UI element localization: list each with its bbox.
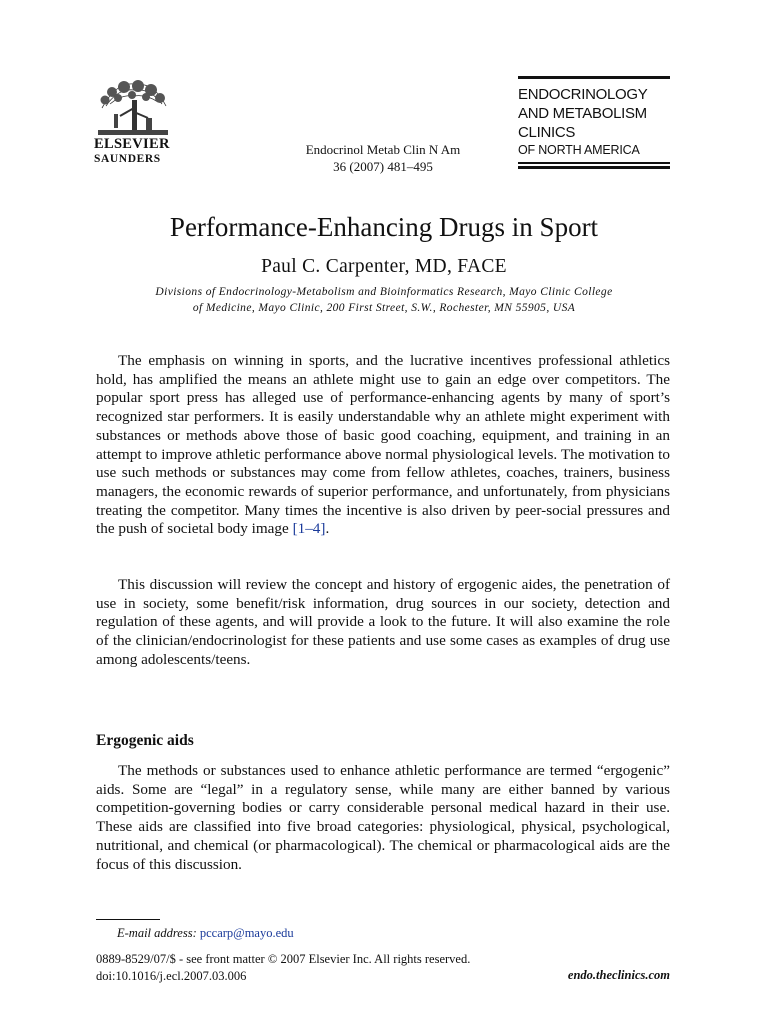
article-title: Performance-Enhancing Drugs in Sport xyxy=(169,212,599,242)
journal-subtitle: OF NORTH AMERICA xyxy=(518,142,640,157)
title-rule-bottom xyxy=(518,162,670,165)
email-link[interactable]: pccarp@mayo.edu xyxy=(199,926,294,940)
paragraph-intro xyxy=(96,352,670,539)
author-affiliation xyxy=(100,284,668,316)
footnote-email xyxy=(117,926,294,941)
paragraph-end: . xyxy=(325,520,330,538)
elsevier-logo xyxy=(94,78,174,173)
volume-pages: 36 (2007) 481–495 xyxy=(333,159,433,174)
journal-citation xyxy=(278,141,488,175)
journal-title-line: AND METABOLISM xyxy=(518,104,647,122)
doi-line: doi:10.1016/j.ecl.2007.03.006 xyxy=(96,969,247,983)
affiliation-line: of Medicine, Mayo Clinic, 200 First Street, S.W., Rochester, MN 55905, USA xyxy=(192,302,576,314)
email-label: E-mail address: xyxy=(117,926,197,940)
paragraph-scope: This discussion will review the concept and history of ergogenic aides, the penetration of use in society, some benefit/risk information, drug sources in our society, detection and regulation of these agents, and will provide a look to the future. It will also examine the role of the clinician/endocrinologist for these patients and use some cases as examples of drug use among adolescents/teens. xyxy=(96,576,670,668)
copyright-block xyxy=(96,951,470,985)
author-name: Paul C. Carpenter, MD, FACE xyxy=(261,256,507,277)
footnote-rule xyxy=(96,919,160,920)
journal-abbrev: Endocrinol Metab Clin N Am xyxy=(305,142,461,157)
imprint-name: SAUNDERS xyxy=(94,153,161,165)
journal-title-line: CLINICS xyxy=(518,123,576,141)
publisher-name: ELSEVIER xyxy=(94,136,170,152)
title-rule-bottom-second xyxy=(518,166,670,169)
citation-link[interactable]: [1–4] xyxy=(292,520,326,538)
paragraph-ergogenic: The methods or substances used to enhance athletic performance are termed “ergogenic” aids. Some are “legal” in a regulatory sense, while many are either banned by various competition-governing bodies or carry considerable personal medical hazard in their use. These aids are classified into five broad categories: physiological, physical, psychological, nutritional, and chemical (or pharmacological). The chemical or pharmacological aids are the focus of this discussion. xyxy=(96,762,670,873)
journal-website[interactable]: endo.theclinics.com xyxy=(567,968,670,982)
journal-title-box xyxy=(518,76,670,169)
affiliation-line: Divisions of Endocrinology-Metabolism and Bioinformatics Research, Mayo Clinic College xyxy=(155,286,613,298)
elsevier-tree-icon xyxy=(96,78,170,136)
issn-line: 0889-8529/07/$ - see front matter © 2007 Elsevier Inc. All rights reserved. xyxy=(96,952,471,966)
journal-title-line: ENDOCRINOLOGY xyxy=(518,85,648,103)
paragraph-text: The emphasis on winning in sports, and the lucrative incentives professional athletics hold, has amplified the means an athlete might use to gain an edge over competitors. The popular sport press has alleged use of performance-enhancing agents by many of sport’s recognized star performers. It is easily understandable why an athlete might experiment with substances or methods above those of basic good coaching, equipment, and training in an attempt to improve athletic performance above normal physiological levels. The motivation to use such methods or substances may come from fellow athletes, coaches, trainers, business managers, the economic rewards of superior performance, and unfortunately, from physicians treating the competitor. Many times the incentive is also driven by peer-social pressures and the push of societal body image xyxy=(96,352,670,538)
section-heading: Ergogenic aids xyxy=(96,732,194,749)
journal-title xyxy=(518,79,670,142)
